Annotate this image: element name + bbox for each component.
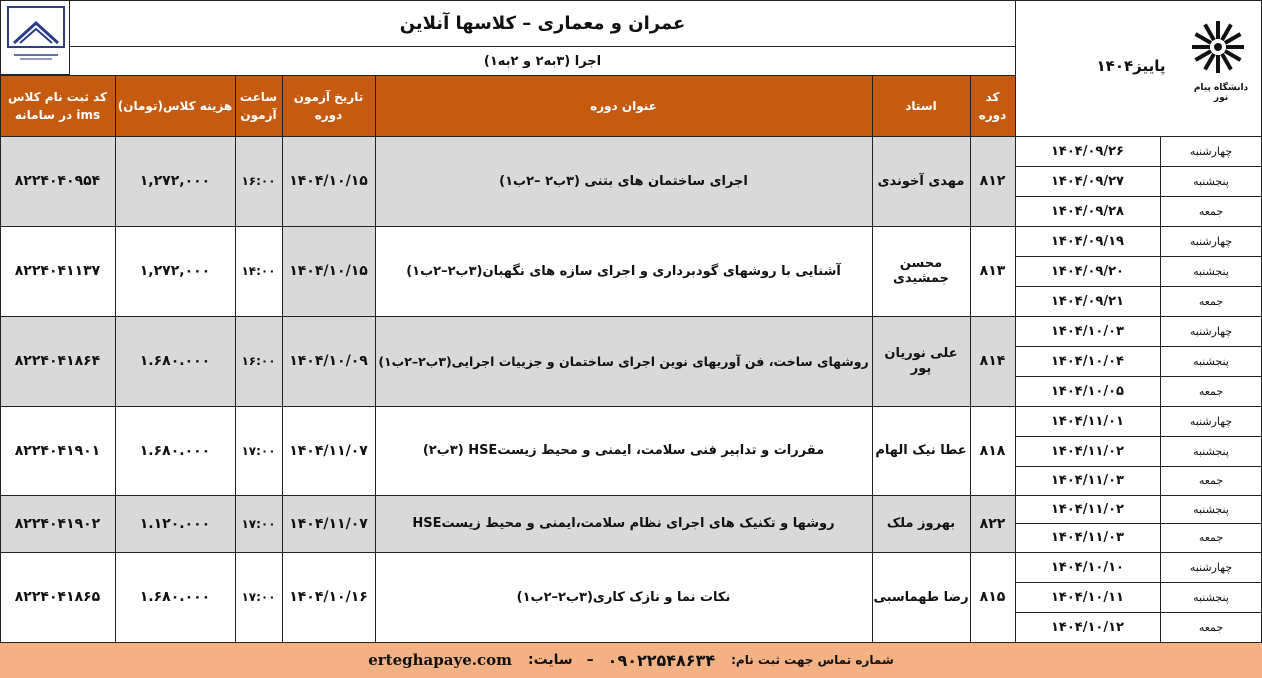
- course-code-cell: ۸۱۲: [970, 136, 1015, 226]
- session-day: پنجشنبه: [1193, 444, 1229, 458]
- instructor-cell: بهروز ملک: [872, 495, 970, 552]
- session-day: پنجشنبه: [1193, 354, 1229, 368]
- footer-separator: –: [586, 652, 594, 668]
- footer-phone-label: شماره تماس جهت ثبت نام:: [731, 653, 894, 667]
- fee-cell: ۱,۲۷۲,۰۰۰: [115, 136, 235, 226]
- col-instructor: استاد: [872, 75, 970, 136]
- session-day: چهارشنبه: [1189, 234, 1233, 248]
- session-date: ۱۴۰۴/۰۹/۲۸: [1051, 203, 1124, 219]
- session-day: پنجشنبه: [1193, 502, 1229, 516]
- session-date: ۱۴۰۴/۱۱/۰۲: [1051, 443, 1124, 459]
- exam-time-cell: ۱۴:۰۰: [235, 226, 282, 316]
- session-day: چهارشنبه: [1189, 560, 1233, 574]
- course-title-cell: نکات نما و نازک کاری(۳ب۲–۲ب۱): [375, 552, 872, 642]
- ims-code-cell: ۸۲۲۴۰۴۱۹۰۱: [0, 406, 115, 495]
- session-date: ۱۴۰۴/۱۰/۱۲: [1051, 619, 1124, 635]
- session-date: ۱۴۰۴/۱۱/۰۱: [1051, 413, 1124, 429]
- course-title-cell: روشهای ساخت، فن آوریهای نوین اجرای ساختمان و جزییات اجرایی(۳ب۲–۲ب۱): [375, 316, 872, 406]
- session-day: پنجشنبه: [1193, 174, 1229, 188]
- course-title-cell: مقررات و تدابیر فنی سلامت، ایمنی و محیط زیستHSE (۳ب۲): [375, 406, 872, 495]
- course-title-cell: آشنایی با روشهای گودبرداری و اجرای سازه های نگهبان(۳ب۲–۲ب۱): [375, 226, 872, 316]
- fee-cell: ۱.۱۲۰.۰۰۰: [115, 495, 235, 552]
- footer-bar: [0, 642, 1262, 678]
- fee-cell: ۱.۶۸۰.۰۰۰: [115, 316, 235, 406]
- session-day: پنجشنبه: [1193, 264, 1229, 278]
- top-logo-box: [0, 0, 70, 75]
- session-day: چهارشنبه: [1189, 324, 1233, 338]
- session-day: جمعه: [1198, 294, 1224, 308]
- instructor-cell: عطا نیک الهام: [872, 406, 970, 495]
- session-day: جمعه: [1198, 620, 1224, 634]
- university-logo-text: دانشگاه پیام نور: [1193, 83, 1249, 103]
- session-date: ۱۴۰۴/۱۰/۱۱: [1051, 589, 1124, 605]
- exam-time-cell: ۱۷:۰۰: [235, 495, 282, 552]
- ims-code-cell: ۸۲۲۴۰۴۰۹۵۴: [0, 136, 115, 226]
- exam-date-cell: ۱۴۰۴/۱۰/۱۶: [282, 552, 375, 642]
- session-day: چهارشنبه: [1189, 414, 1233, 428]
- footer-phone[interactable]: ۰۹۰۲۲۵۴۸۶۳۴: [607, 650, 716, 670]
- session-date: ۱۴۰۴/۰۹/۲۱: [1051, 293, 1124, 309]
- session-date: ۱۴۰۴/۱۱/۰۲: [1051, 501, 1124, 517]
- ims-code-cell: ۸۲۲۴۰۴۱۸۶۴: [0, 316, 115, 406]
- instructor-cell: رضا طهماسبی: [872, 552, 970, 642]
- page-subtitle: اجرا (۳به۲ و ۲به۱): [70, 46, 1015, 75]
- course-code-cell: ۸۱۴: [970, 316, 1015, 406]
- exam-time-cell: ۱۷:۰۰: [235, 406, 282, 495]
- col-code: کد دوره: [970, 75, 1015, 136]
- session-date: ۱۴۰۴/۰۹/۲۰: [1051, 263, 1124, 279]
- instructor-cell: مهدی آخوندی: [872, 136, 970, 226]
- ims-code-cell: ۸۲۲۴۰۴۱۱۳۷: [0, 226, 115, 316]
- session-date: ۱۴۰۴/۱۰/۰۴: [1051, 353, 1124, 369]
- fee-cell: ۱,۲۷۲,۰۰۰: [115, 226, 235, 316]
- university-logo-box: [1015, 0, 1262, 136]
- footer-site[interactable]: erteghapaye.com: [368, 651, 512, 669]
- col-exam-time: ساعت آزمون: [235, 75, 282, 136]
- semester-label: پاییز۱۴۰۴: [1096, 57, 1166, 75]
- instructor-cell: علی نوریان پور: [872, 316, 970, 406]
- fee-cell: ۱.۶۸۰.۰۰۰: [115, 552, 235, 642]
- course-code-cell: ۸۱۵: [970, 552, 1015, 642]
- session-date: ۱۴۰۴/۱۱/۰۳: [1051, 473, 1124, 488]
- university-logo-icon: [1178, 21, 1258, 81]
- exam-date-cell: ۱۴۰۴/۱۱/۰۷: [282, 406, 375, 495]
- ims-code-cell: ۸۲۲۴۰۴۱۹۰۲: [0, 495, 115, 552]
- page-title: عمران و معماری – کلاسها آنلاین: [70, 0, 1015, 46]
- exam-date-cell: ۱۴۰۴/۱۱/۰۷: [282, 495, 375, 552]
- course-title-cell: اجرای ساختمان های بتنی (۳ب۲ –۲ب۱): [375, 136, 872, 226]
- exam-time-cell: ۱۶:۰۰: [235, 316, 282, 406]
- instructor-cell: محسن جمشیدی: [872, 226, 970, 316]
- exam-time-cell: ۱۶:۰۰: [235, 136, 282, 226]
- session-day: پنجشنبه: [1193, 590, 1229, 604]
- building-logo-icon: [6, 5, 66, 65]
- course-code-cell: ۸۱۸: [970, 406, 1015, 495]
- session-date: ۱۴۰۴/۰۹/۲۷: [1051, 173, 1124, 189]
- session-date: ۱۴۰۴/۱۱/۰۳: [1051, 530, 1124, 545]
- session-date: ۱۴۰۴/۰۹/۱۹: [1051, 233, 1124, 249]
- session-day: جمعه: [1198, 384, 1224, 398]
- fee-cell: ۱.۶۸۰.۰۰۰: [115, 406, 235, 495]
- session-day: جمعه: [1198, 474, 1224, 487]
- exam-date-cell: ۱۴۰۴/۱۰/۱۵: [282, 136, 375, 226]
- ims-code-cell: ۸۲۲۴۰۴۱۸۶۵: [0, 552, 115, 642]
- col-title: عنوان دوره: [375, 75, 872, 136]
- session-date: ۱۴۰۴/۱۰/۰۳: [1051, 323, 1124, 339]
- col-fee: هزینه کلاس(تومان): [115, 75, 235, 136]
- session-date: ۱۴۰۴/۱۰/۱۰: [1051, 559, 1124, 575]
- exam-date-cell: ۱۴۰۴/۱۰/۱۵: [282, 226, 375, 316]
- course-title-cell: روشها و تکنیک های اجرای نظام سلامت،ایمنی و محیط زیستHSE: [375, 495, 872, 552]
- course-code-cell: ۸۱۳: [970, 226, 1015, 316]
- exam-time-cell: ۱۷:۰۰: [235, 552, 282, 642]
- col-ims-code: کد ثبت نام کلاس در سامانه ims: [0, 75, 115, 136]
- session-date: ۱۴۰۴/۱۰/۰۵: [1051, 383, 1124, 399]
- session-day: جمعه: [1198, 204, 1224, 218]
- session-day: جمعه: [1198, 531, 1224, 544]
- exam-date-cell: ۱۴۰۴/۱۰/۰۹: [282, 316, 375, 406]
- col-exam-date: تاریخ آزمون دوره: [282, 75, 375, 136]
- session-day: چهارشنبه: [1189, 144, 1233, 158]
- footer-site-label: سایت:: [527, 652, 573, 668]
- course-code-cell: ۸۲۲: [970, 495, 1015, 552]
- session-date: ۱۴۰۴/۰۹/۲۶: [1051, 143, 1124, 159]
